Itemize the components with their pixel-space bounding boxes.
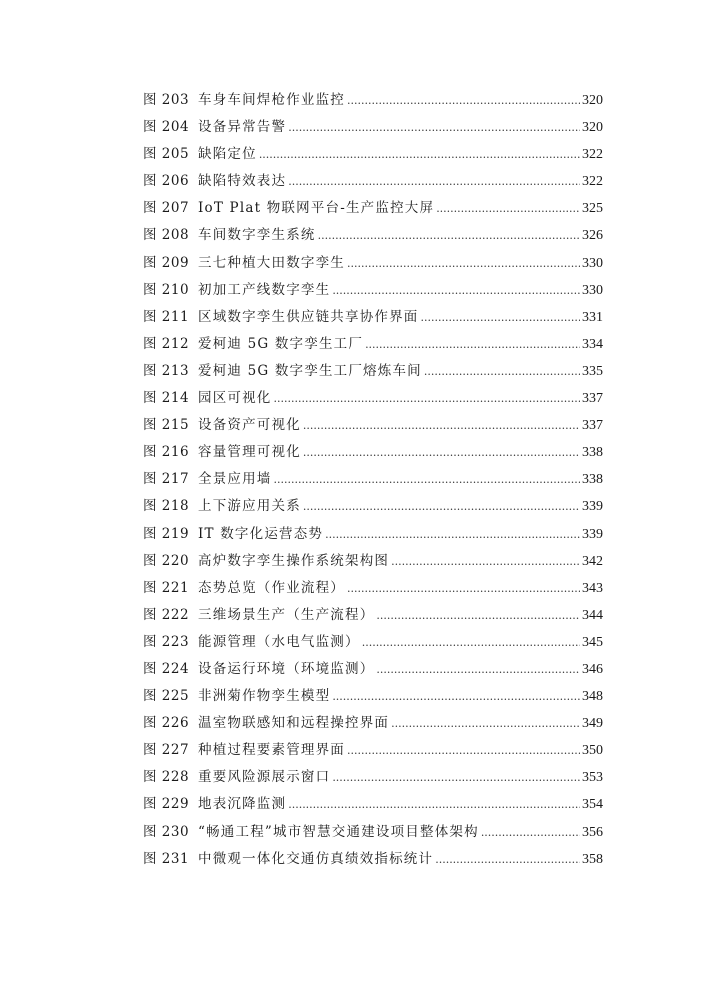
page-number: 338	[582, 445, 603, 461]
page-number: 335	[582, 363, 603, 379]
figure-title: IT 数字化运营态势	[198, 525, 324, 542]
figure-list	[143, 87, 603, 873]
toc-entry[interactable]	[143, 819, 603, 846]
toc-entry[interactable]	[143, 277, 603, 304]
toc-entry[interactable]	[143, 439, 603, 466]
dot-leader	[376, 656, 580, 683]
page-number: 354	[582, 797, 603, 813]
figure-title: 初加工产线数字孪生	[198, 281, 331, 298]
figure-title: 态势总览（作业流程）	[198, 579, 345, 596]
toc-entry[interactable]	[143, 602, 603, 629]
dot-leader	[421, 304, 581, 331]
dot-leader	[303, 493, 580, 520]
figure-title: 车间数字孪生系统	[198, 227, 316, 244]
toc-entry[interactable]	[143, 331, 603, 358]
figure-number: 图 208	[143, 227, 190, 244]
page-number: 343	[582, 580, 603, 596]
toc-entry[interactable]	[143, 764, 603, 791]
toc-entry[interactable]	[143, 493, 603, 520]
figure-title: 设备运行环境（环境监测）	[198, 660, 375, 677]
dot-leader	[347, 250, 580, 277]
page-number: 337	[582, 391, 603, 407]
page-number: 358	[582, 851, 603, 867]
figure-title: 区域数字孪生供应链共享协作界面	[198, 308, 419, 325]
dot-leader	[436, 195, 580, 222]
figure-title: 容量管理可视化	[198, 444, 301, 461]
figure-title: 设备异常告警	[198, 119, 287, 136]
dot-leader	[303, 439, 580, 466]
figure-number: 图 229	[143, 796, 190, 813]
figure-title: 地表沉降监测	[198, 796, 287, 813]
figure-number: 图 222	[143, 606, 190, 623]
dot-leader	[332, 683, 580, 710]
toc-entry[interactable]	[143, 846, 603, 873]
page-number: 337	[582, 418, 603, 434]
figure-number: 图 230	[143, 823, 190, 840]
page-number: 348	[582, 689, 603, 705]
toc-entry[interactable]	[143, 385, 603, 412]
page-number: 330	[582, 255, 603, 271]
toc-entry[interactable]	[143, 114, 603, 141]
toc-entry[interactable]	[143, 195, 603, 222]
dot-leader	[325, 521, 580, 548]
dot-leader	[332, 277, 580, 304]
toc-entry[interactable]	[143, 466, 603, 493]
toc-entry[interactable]	[143, 304, 603, 331]
page-number: 339	[582, 526, 603, 542]
toc-entry[interactable]	[143, 683, 603, 710]
figure-title: 爱柯迪 5G 数字孪生工厂熔炼车间	[198, 362, 422, 379]
dot-leader	[318, 222, 580, 249]
dot-leader	[391, 710, 580, 737]
dot-leader	[288, 114, 580, 141]
page-number: 325	[582, 201, 603, 217]
toc-entry[interactable]	[143, 141, 603, 168]
toc-entry[interactable]	[143, 358, 603, 385]
dot-leader	[481, 819, 580, 846]
dot-leader	[376, 602, 580, 629]
figure-title: 车身车间焊枪作业监控	[198, 92, 345, 108]
figure-title: “畅通工程”城市智慧交通建设项目整体架构	[198, 823, 479, 840]
figure-number: 图 221	[143, 579, 190, 596]
dot-leader	[288, 168, 580, 195]
figure-number: 图 219	[143, 525, 190, 542]
dot-leader	[347, 575, 580, 602]
figure-title: 设备资产可视化	[198, 417, 301, 434]
toc-entry[interactable]	[143, 629, 603, 656]
dot-leader	[435, 846, 580, 873]
figure-number: 图 224	[143, 660, 190, 677]
figure-number: 图 216	[143, 444, 190, 461]
page-number: 339	[582, 499, 603, 515]
page-number: 331	[582, 309, 603, 325]
page-number: 346	[582, 661, 603, 677]
page-number: 344	[582, 607, 603, 623]
page-number: 342	[582, 553, 603, 569]
dot-leader	[424, 358, 580, 385]
page-number: 345	[582, 634, 603, 650]
dot-leader	[332, 764, 580, 791]
figure-title: 能源管理（水电气监测）	[198, 633, 360, 650]
dot-leader	[347, 87, 580, 114]
figure-number: 图 212	[143, 335, 190, 352]
figure-number: 图 215	[143, 417, 190, 434]
figure-number: 图 203	[143, 92, 190, 108]
figure-number: 图 205	[143, 146, 190, 163]
page-number: 356	[582, 824, 603, 840]
figure-title: 重要风险源展示窗口	[198, 769, 331, 786]
page-number: 338	[582, 472, 603, 488]
toc-entry[interactable]	[143, 521, 603, 548]
figure-number: 图 214	[143, 390, 190, 407]
figure-number: 图 228	[143, 769, 190, 786]
page-number: 350	[582, 743, 603, 759]
figure-title: 种植过程要素管理界面	[198, 742, 345, 759]
figure-number: 图 210	[143, 281, 190, 298]
figure-number: 图 211	[143, 308, 190, 325]
dot-leader	[347, 737, 580, 764]
page-number: 326	[582, 228, 603, 244]
page-number: 322	[582, 174, 603, 190]
dot-leader	[303, 412, 580, 439]
page-number: 330	[582, 282, 603, 298]
figure-number: 图 209	[143, 254, 190, 271]
toc-entry[interactable]	[143, 548, 603, 575]
dot-leader	[365, 331, 580, 358]
page-number: 349	[582, 716, 603, 732]
figure-title: 温室物联感知和远程操控界面	[198, 715, 390, 732]
toc-entry[interactable]	[143, 656, 603, 683]
page-number: 334	[582, 336, 603, 352]
toc-entry[interactable]	[143, 222, 603, 249]
dot-leader	[288, 791, 580, 818]
figure-title: 三维场景生产（生产流程）	[198, 606, 375, 623]
figure-title: 非洲菊作物孪生模型	[198, 688, 331, 705]
figure-title: 爱柯迪 5G 数字孪生工厂	[198, 335, 364, 352]
dot-leader	[391, 548, 580, 575]
figure-number: 图 206	[143, 173, 190, 190]
dot-leader	[259, 141, 580, 168]
figure-number: 图 231	[143, 850, 190, 867]
figure-number: 图 225	[143, 688, 190, 705]
toc-entry[interactable]	[143, 575, 603, 602]
page-number: 320	[582, 120, 603, 136]
figure-title: 上下游应用关系	[198, 498, 301, 515]
figure-number: 图 220	[143, 552, 190, 569]
toc-entry[interactable]	[143, 168, 603, 195]
figure-number: 图 223	[143, 633, 190, 650]
dot-leader	[274, 385, 581, 412]
figure-title: 高炉数字孪生操作系统架构图	[198, 552, 390, 569]
page-number: 322	[582, 147, 603, 163]
toc-entry[interactable]	[143, 250, 603, 277]
figure-number: 图 226	[143, 715, 190, 732]
figure-number: 图 207	[143, 200, 190, 217]
figure-title: 中微观一体化交通仿真绩效指标统计	[198, 850, 434, 867]
figure-number: 图 218	[143, 498, 190, 515]
figure-title: 缺陷特效表达	[198, 173, 287, 190]
toc-entry[interactable]	[143, 87, 603, 114]
toc-entry[interactable]	[143, 412, 603, 439]
figure-title: 三七种植大田数字孪生	[198, 254, 345, 271]
figure-title: 全景应用墙	[198, 471, 272, 488]
figure-number: 图 213	[143, 362, 190, 379]
dot-leader	[274, 466, 581, 493]
figure-title: 园区可视化	[198, 390, 272, 407]
page-number: 353	[582, 770, 603, 786]
toc-entry[interactable]	[143, 710, 603, 737]
toc-entry[interactable]	[143, 791, 603, 818]
toc-entry[interactable]	[143, 737, 603, 764]
figure-title: IoT Plat 物联网平台-生产监控大屏	[198, 200, 435, 217]
figure-title: 缺陷定位	[198, 146, 257, 163]
figure-number: 图 217	[143, 471, 190, 488]
figure-number: 图 204	[143, 119, 190, 136]
page-number: 320	[582, 93, 603, 108]
figure-number: 图 227	[143, 742, 190, 759]
dot-leader	[362, 629, 580, 656]
